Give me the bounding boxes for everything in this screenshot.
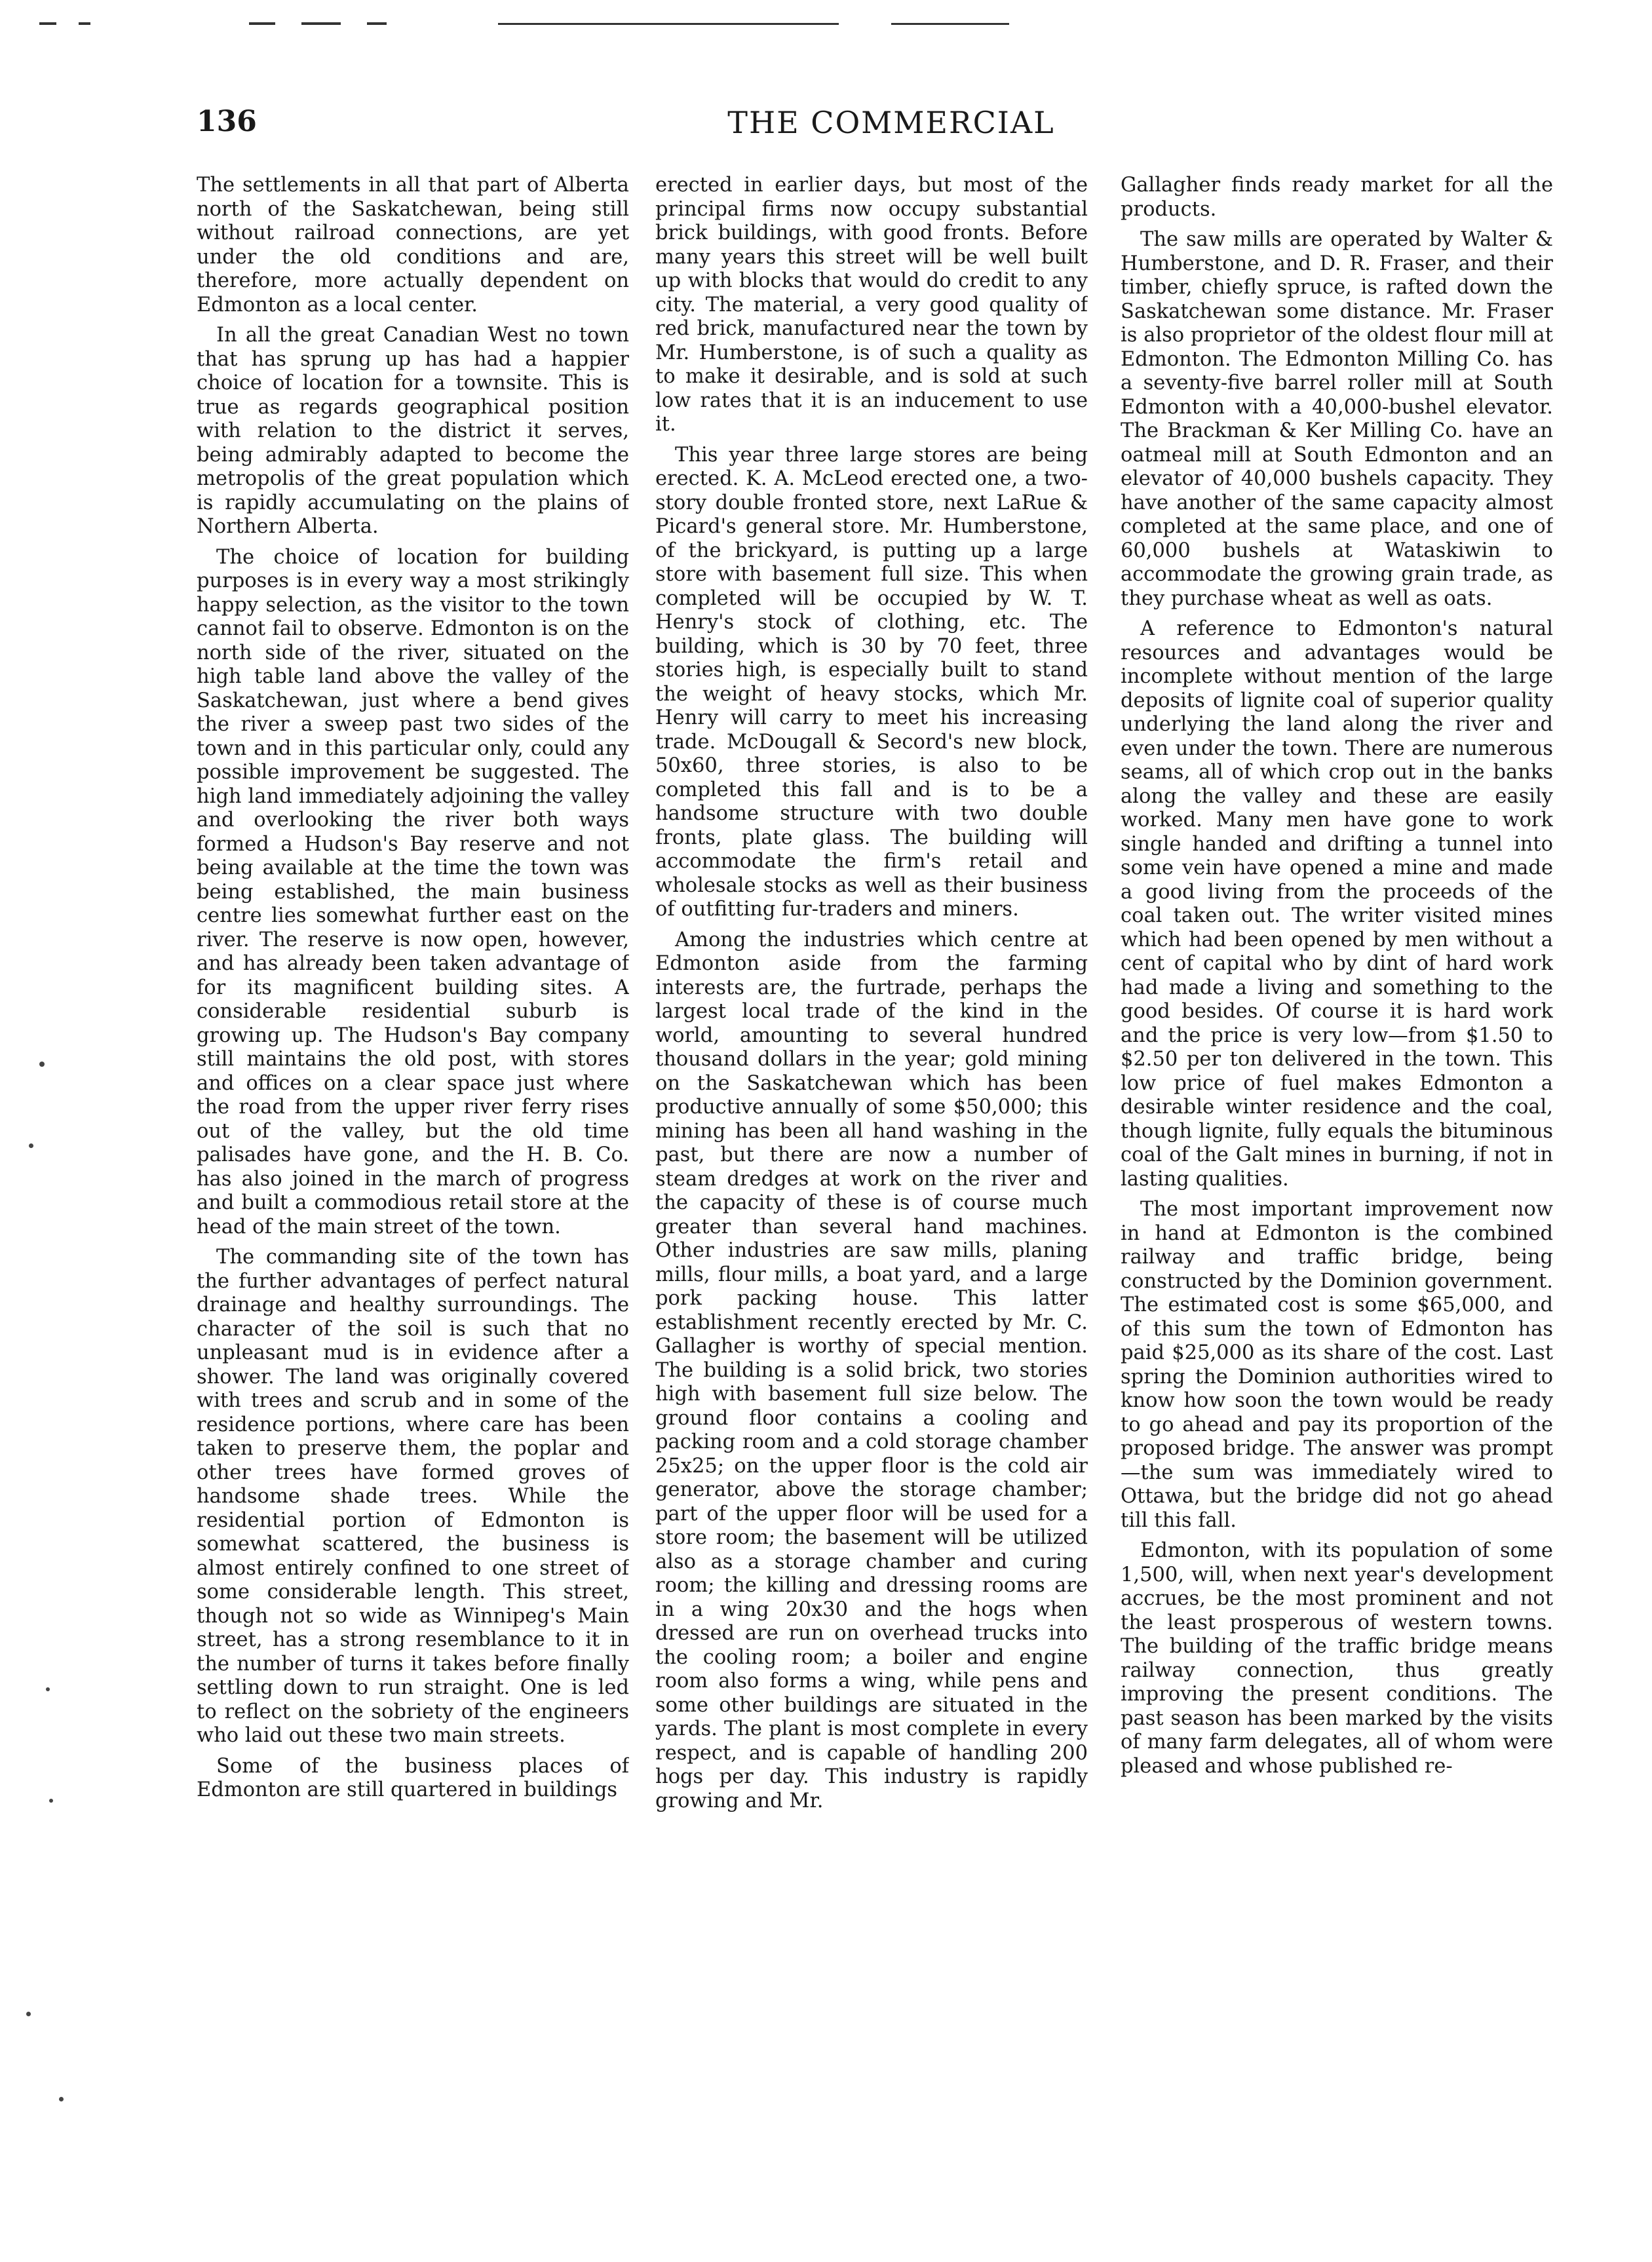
scan-speck [46, 1687, 50, 1691]
column-1-paragraph-3: The choice of location for building purposes is in every way a most strikingly happy selection, as the visitor to the town cannot fail to observe. Edmonton is on the north side of the river, situated on the high table land above the valley of the Saskatchewan, just where a bend gives the river a sweep past two sides of the town and in this particular only, could any possible improvement be suggested. The high land immediately adjoining the valley and overlooking the river both ways formed a Hudson's Bay reserve and not being available at the time the town was being established, the main business centre lies somewhat further east on the river. The reserve is now open, however, and has already been taken advantage of for its magnificent building sites. A considerable residential suburb is growing up. The Hudson's Bay company still maintains the old post, with stores and offices on a clear space just where the road from the upper river ferry rises out of the valley, but the old time palisades have gone, and the H. B. Co. has also joined in the march of progress and built a commodious retail store at the head of the main street of the town. [197, 545, 629, 1238]
scan-speck [29, 1143, 33, 1148]
column-3-paragraph-1: Gallagher finds ready market for all the products. [1121, 174, 1553, 221]
column-1-paragraph-4: The commanding site of the town has the further advantages of perfect natural drainage and healthy surroundings. The character of the soil is such that no unpleasant mud is in evidence after a shower. The land was originally covered with trees and scrub and in some of the residence portions, where care has been taken to preserve them, the poplar and other trees have formed groves of handsome shade trees. While the residential portion of Edmonton is somewhat scattered, the business is almost entirely confined to one street of some considerable length. This street, though not so wide as Winnipeg's Main street, has a strong resemblance to it in the number of turns it takes before finally settling down to run straight. One is led to reflect on the sobriety of the engineers who laid out these two main streets. [197, 1246, 629, 1747]
page-header [197, 105, 1586, 157]
publication-title: THE COMMERCIAL [727, 105, 1055, 140]
column-2-paragraph-3: Among the industries which centre at Edmonton aside from the farming interests are, the furtrade, perhaps the largest local trade of the kind in the world, amounting to several hundred thousand dollars in the year; gold mining on the Saskatchewan which has been productive annually of some $50,000; this mining has been all hand washing in the past, but there are now a number of steam dredges at work on the river and the capacity of these is of course much greater than several hand machines. Other industries are saw mills, planing mills, flour mills, a boat yard, and a large pork packing house. This latter establishment recently erected by Mr. C. Gallagher is worthy of special mention. The building is a solid brick, two stories high with basement full size below. The ground floor contains a cooling and packing room and a cold storage chamber 25x25; on the upper floor is the cold air generator, above the storage chamber; part of the upper floor will be used for a store room; the basement will be utilized also as a storage chamber and curing room; the killing and dressing rooms are in a wing 20x30 and the hogs when dressed are run on overhead trucks into the cooling room; a boiler and engine room also forms a wing, while pens and some other buildings are situated in the yards. The plant is most complete in every respect, and is capable of handling 200 hogs per day. This industry is rapidly growing and Mr. [655, 928, 1088, 1812]
column-2-paragraph-2: This year three large stores are being erected. K. A. McLeod erected one, a two-story double fronted store, next LaRue & Picard's general store. Mr. Humberstone, of the brickyard, is putting up a large store with basement full size. This when completed will be occupied by W. T. Henry's stock of clothing, etc. The building, which is 30 by 70 feet, three stories high, is especially built to stand the weight of heavy stocks, which Mr. Henry will carry to meet his increasing trade. McDougall & Secord's new block, 50x60, three stories, is also to be completed this fall and is to be a handsome structure with two double fronts, plate glass. The building will accommodate the firm's retail and wholesale stocks as well as their business of outfitting fur-traders and miners. [655, 443, 1088, 921]
scan-speck [59, 2097, 64, 2101]
article-column-1 [197, 174, 629, 2172]
column-3-paragraph-2: The saw mills are operated by Walter & Humberstone, and D. R. Fraser, and their timber, chiefly spruce, is rafted down the Saskatchewan some distance. Mr. Fraser is also proprietor of the oldest flour mill at Edmonton. The Edmonton Milling Co. has a seventy-five barrel roller mill at South Edmonton with a 40,000-bushel elevator. The Brackman & Ker Milling Co. have an oatmeal mill at South Edmonton and an elevator of 40,000 bushels capacity. They have another of the same capacity almost completed at the same place, and one of 60,000 bushels at Wataskiwin to accommodate the growing grain trade, as they purchase wheat as well as oats. [1121, 228, 1553, 610]
scan-speck [26, 2012, 31, 2016]
page-number: 136 [197, 105, 257, 138]
column-1-paragraph-2: In all the great Canadian West no town that has sprung up has had a happier choice of location for a townsite. This is true as regards geographical position with relation to the district it serves, being admirably adapted to become the metropolis of the great population which is rapidly accumulating on the plains of Northern Alberta. [197, 324, 629, 538]
column-1-paragraph-1: The settlements in all that part of Alberta north of the Saskatchewan, being still without railroad connections, are yet under the old conditions and are, therefore, more actually dependent on Edmonton as a local center. [197, 174, 629, 316]
column-3-paragraph-5: Edmonton, with its population of some 1,500, will, when next year's development accrues, be the most prominent and not the least prosperous of western towns. The building of the traffic bridge means railway connection, thus greatly improving the present conditions. The past season has been marked by the visits of many farm delegates, all of whom were pleased and whose published re- [1121, 1539, 1553, 1778]
scan-speck [49, 1799, 53, 1803]
column-2-paragraph-1: erected in earlier days, but most of the principal firms now occupy substantial brick buildings, with good fronts. Before many years this street will be well built up with blocks that would do credit to any city. The material, a very good quality of red brick, manufactured near the town by Mr. Humberstone, is of such a quality as to make it desirable, and is sold at such low rates that it is an inducement to use it. [655, 174, 1088, 436]
column-1-paragraph-5: Some of the business places of Edmonton are still quartered in buildings [197, 1754, 629, 1801]
column-3-paragraph-3: A reference to Edmonton's natural resources and advantages would be incomplete without mention of the large deposits of lignite coal of superior quality underlying the land along the river and even under the town. There are numerous seams, all of which crop out in the banks along the valley and these are easily worked. Many men have gone to work single handed and drifting a tunnel into some vein have opened a mine and made a good living from the proceeds of the coal taken out. The writer visited mines which had been opened by men without a cent of capital who by dint of hard work had made a living and something to the good besides. Of course it is hard work and the price is very low—from $1.50 to $2.50 per ton delivered in the town. This low price of fuel makes Edmonton a desirable winter residence and the coal, though lignite, fully equals the bituminous coal of the Galt mines in burning, if not in lasting qualities. [1121, 617, 1553, 1191]
column-3-paragraph-4: The most important improvement now in hand at Edmonton is the combined railway and traffic bridge, being constructed by the Dominion government. The estimated cost is some $65,000, and of this sum the town of Edmonton has paid $25,000 as its share of the cost. Last spring the Dominion authorities wired to know how soon the town would be ready to go ahead and pay its proportion of the proposed bridge. The answer was prompt—the sum was immediately wired to Ottawa, but the bridge did not go ahead till this fall. [1121, 1198, 1553, 1532]
top-border-rule [39, 20, 1612, 28]
article-column-3 [1121, 174, 1553, 2172]
scan-speck [39, 1062, 45, 1067]
article-column-2 [655, 174, 1088, 2172]
